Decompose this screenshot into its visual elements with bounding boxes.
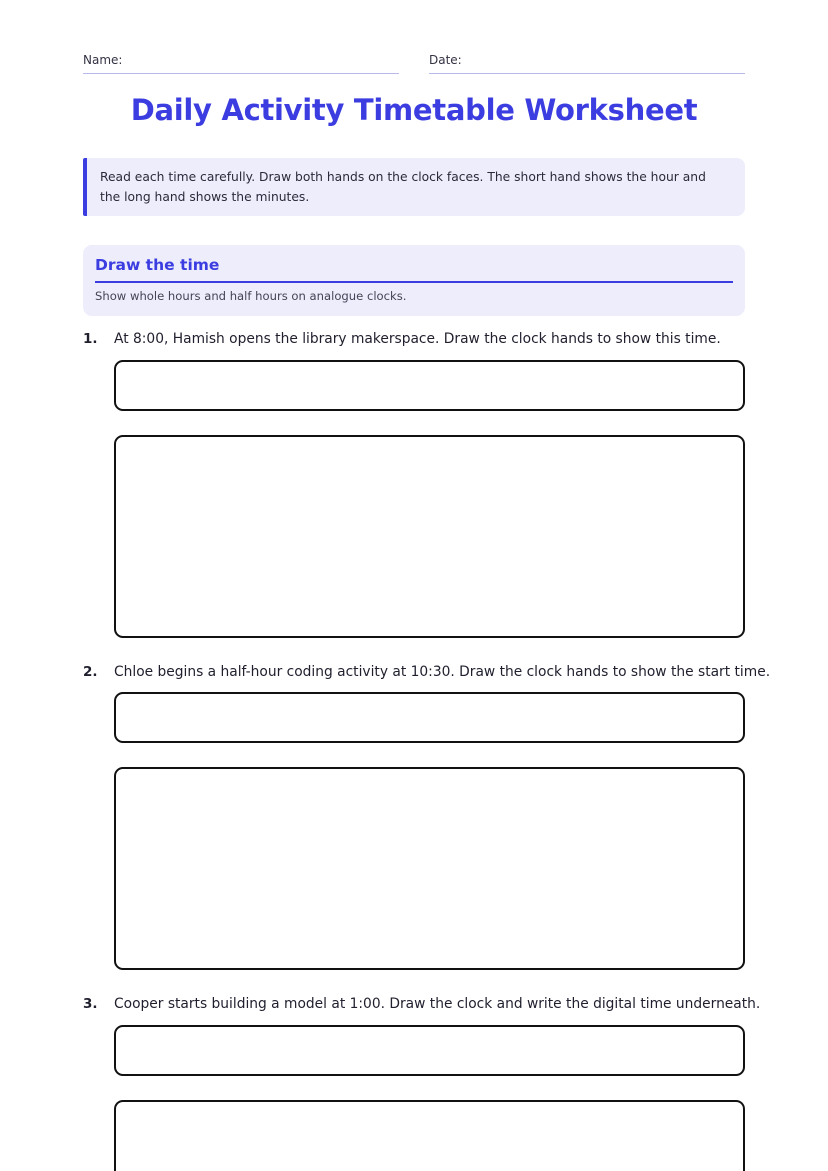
- question-number: 2.: [83, 664, 98, 680]
- answer-box[interactable]: [114, 692, 745, 743]
- answer-box[interactable]: [114, 360, 745, 411]
- question-number: 1.: [83, 331, 98, 347]
- clock-drawing-box[interactable]: [114, 435, 745, 638]
- question-text: Chloe begins a half-hour coding activity at 10:30. Draw the clock hands to show the start time.: [114, 664, 771, 680]
- name-label: Name:: [83, 53, 123, 67]
- clock-drawing-box[interactable]: [114, 767, 745, 970]
- clock-drawing-box[interactable]: [114, 1100, 745, 1171]
- section-title: Draw the time: [95, 255, 733, 283]
- question-text: Cooper starts building a model at 1:00. Draw the clock and write the digital time underneath.: [114, 996, 761, 1012]
- worksheet-title: Daily Activity Timetable Worksheet: [130, 93, 698, 127]
- instructions-text: Read each time carefully. Draw both hands on the clock faces. The short hand shows the hour and the long hand shows the minutes.: [100, 170, 706, 204]
- answer-box[interactable]: [114, 1025, 745, 1076]
- student-info-row: [83, 51, 745, 74]
- date-field[interactable]: [429, 51, 745, 74]
- question-text: At 8:00, Hamish opens the library makerspace. Draw the clock hands to show this time.: [114, 331, 721, 347]
- date-label: Date:: [429, 53, 462, 67]
- section-subtitle: Show whole hours and half hours on analogue clocks.: [95, 289, 407, 303]
- name-field[interactable]: [83, 51, 399, 74]
- section-header: [83, 245, 745, 316]
- instructions-box: [83, 158, 745, 216]
- question-number: 3.: [83, 996, 98, 1012]
